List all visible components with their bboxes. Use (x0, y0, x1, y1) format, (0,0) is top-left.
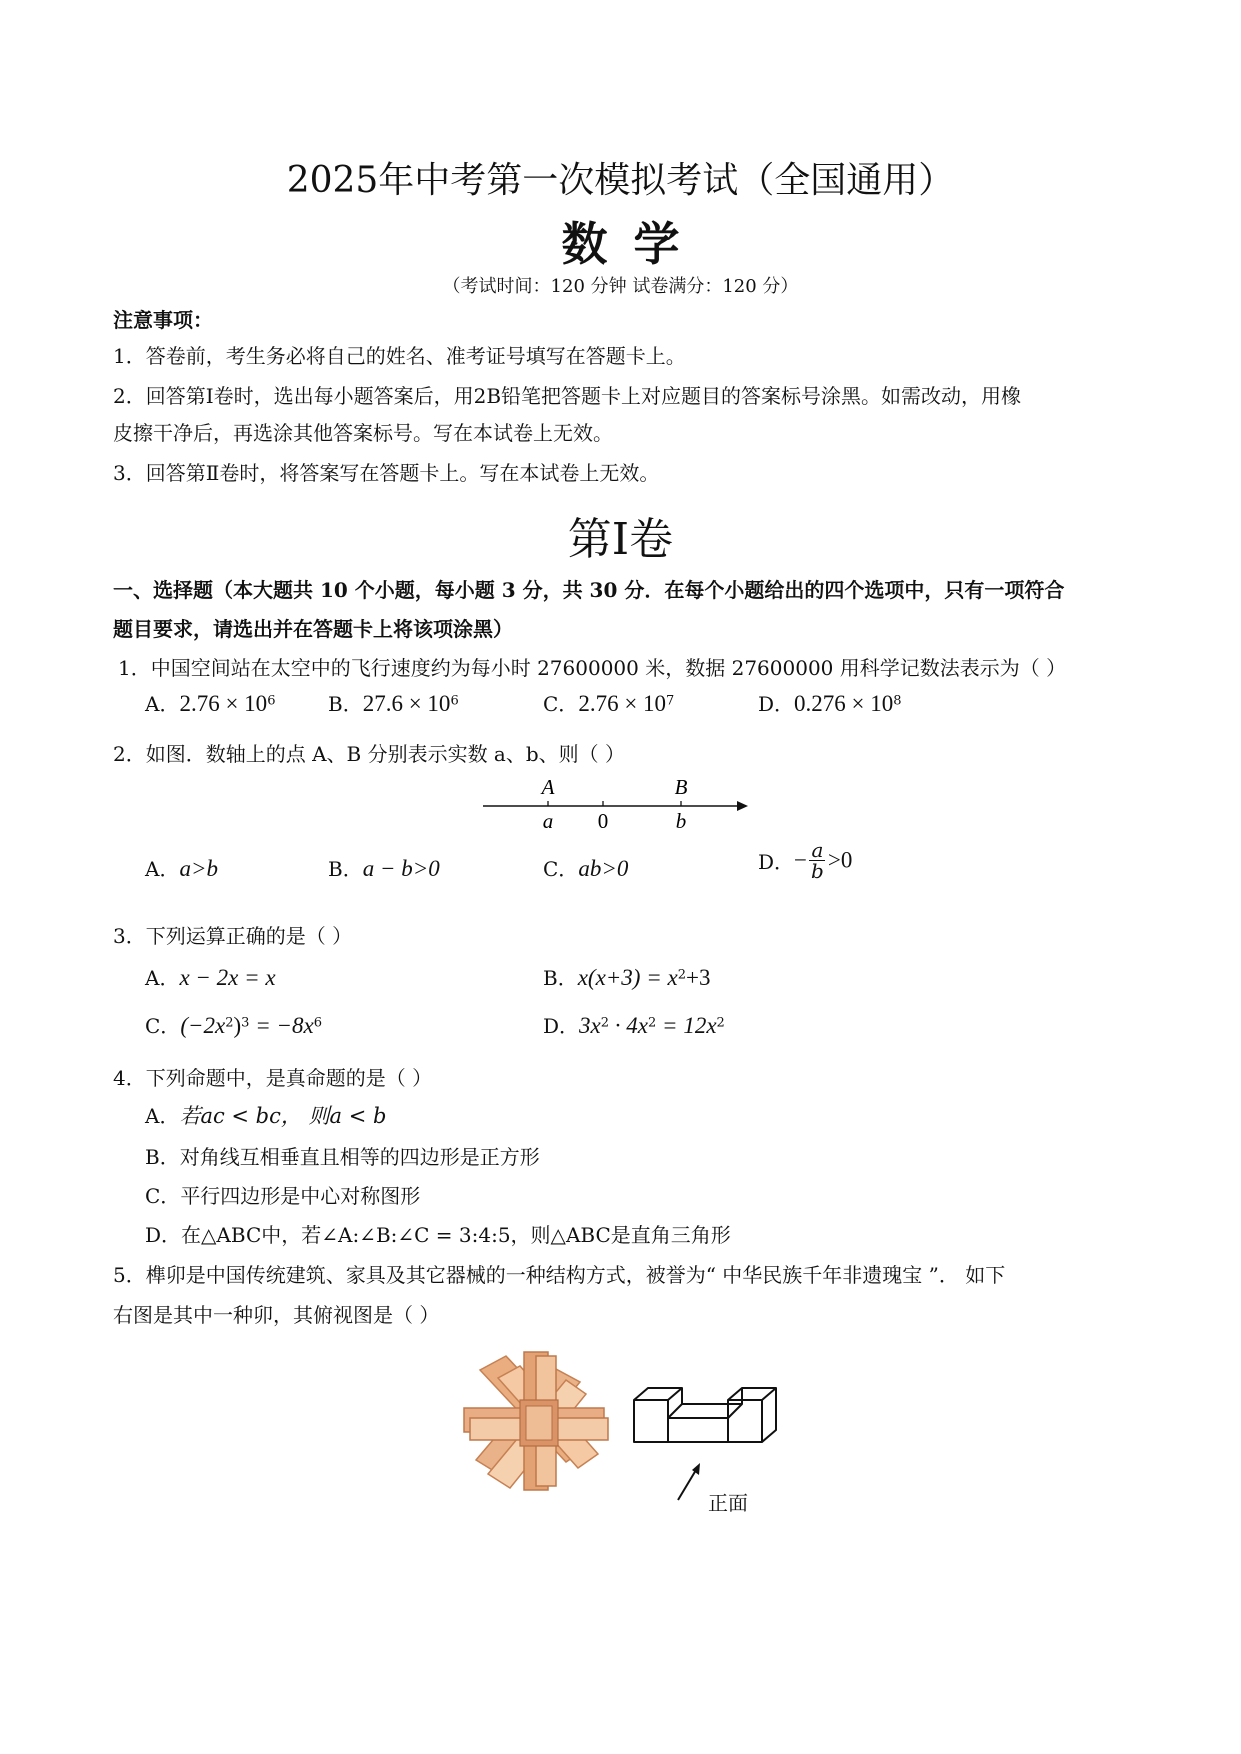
point-label-A: A (541, 775, 555, 799)
exponent: 8 (893, 693, 902, 709)
question-2-stem: 2．如图．数轴上的点 A、B 分别表示实数 a、b、则（ ） (113, 742, 626, 766)
exponent: 6 (267, 693, 276, 709)
option-label: C． (145, 1184, 181, 1208)
exponent: 2 (716, 1015, 725, 1031)
question-1-stem: 1．中国空间站在太空中的飞行速度约为每小时 27600000 米，数据 27600000 用科学记数法表示为（ ） (118, 656, 1067, 680)
q3-option-b (543, 962, 710, 991)
option-math: ab>0 (578, 856, 629, 881)
option-math: · 4x (609, 1013, 649, 1038)
q1-option-d (758, 688, 902, 717)
front-arrow-shaft (678, 1470, 696, 1500)
volume-title: 第Ⅰ卷 (567, 514, 674, 565)
option-label: C． (543, 857, 579, 881)
exponent: 3 (241, 1015, 250, 1031)
note-item: 皮擦干净后，再选涂其他答案标号。写在本试卷上无效。 (113, 421, 613, 445)
option-label: D． (758, 692, 795, 716)
option-math: a − b>0 (362, 856, 440, 881)
q4-option-b (145, 1141, 540, 1170)
fraction-denominator: b (811, 859, 824, 883)
q2-option-d (758, 840, 852, 881)
note-item: 2．回答第Ⅰ卷时，选出每小题答案后，用2B铅笔把答题卡上对应题目的答案标号涂黑。如需改动，用橡 (113, 384, 1022, 408)
q4-option-a (145, 1100, 386, 1130)
option-label: D． (543, 1014, 580, 1038)
value-label-a: a (542, 809, 554, 833)
option-math: >0 (827, 847, 853, 873)
point-label-B: B (674, 775, 688, 799)
option-label: A． (145, 857, 180, 881)
fraction (809, 840, 826, 881)
q3-option-d (543, 1010, 725, 1039)
front-view-label: 正面 (708, 1491, 748, 1515)
subject-title: 数学 (561, 217, 706, 271)
option-label: B． (543, 966, 578, 990)
exam-title: 2025年中考第一次模拟考试（全国通用） (286, 160, 955, 201)
option-text: 在△ABC中，若∠A:∠B:∠C = 3:4:5，则△ABC是直角三角形 (181, 1223, 731, 1247)
section-heading: 题目要求，请选出并在答题卡上将该项涂黑） (113, 617, 513, 641)
fraction-numerator: a (811, 838, 824, 862)
option-math: (−2x (180, 1013, 226, 1038)
q2-option-a (145, 853, 218, 882)
option-text: 平行四边形是中心对称图形 (180, 1184, 421, 1208)
option-text: 若ac < bc， 则a < b (179, 1104, 387, 1128)
option-math: a>b (179, 856, 218, 881)
option-math: ) (233, 1013, 242, 1038)
exponent: 6 (450, 693, 459, 709)
option-label: B． (328, 857, 363, 881)
q3-option-c (145, 1010, 322, 1039)
axis-arrow (737, 801, 748, 811)
option-math: +3 (685, 965, 711, 990)
question-5-stem: 右图是其中一种卯，其俯视图是（ ） (113, 1303, 440, 1327)
wooden-puzzle-image (462, 1350, 610, 1495)
option-math: 27.6 × 10 (362, 691, 451, 716)
option-math: x(x+3) = x (577, 965, 678, 990)
option-label: B． (328, 692, 363, 716)
puzzle-pieces (464, 1352, 608, 1490)
q2-option-c (543, 853, 628, 882)
question-5-stem: 5．榫卯是中国传统建筑、家具及其它器械的一种结构方式，被誉为“ 中华民族千年非遗瑰宝 ”． 如下 (113, 1263, 1006, 1287)
notes-heading: 注意事项： (113, 308, 213, 332)
option-label: C． (145, 1014, 181, 1038)
option-label: D． (145, 1223, 182, 1247)
q1-option-a (145, 688, 275, 717)
option-math: 0.276 × 10 (794, 691, 894, 716)
option-label: A． (145, 1104, 180, 1128)
q4-option-d (145, 1219, 731, 1248)
exponent: 2 (225, 1015, 234, 1031)
mortise-drawing (618, 1360, 796, 1520)
exponent: 6 (313, 1015, 322, 1031)
section-heading: 一、选择题（本大题共 10 个小题，每小题 3 分，共 30 分．在每个小题给出的四个选项中，只有一项符合 (113, 578, 1065, 602)
q3-option-a (145, 962, 276, 991)
option-math: x − 2x = x (179, 965, 276, 990)
option-label: D． (758, 850, 795, 874)
option-math: = −8x (249, 1013, 314, 1038)
exponent: 2 (600, 1015, 610, 1031)
option-math: = 12x (656, 1013, 717, 1038)
value-label-0: 0 (597, 809, 609, 833)
number-line-figure (478, 772, 758, 838)
question-4-stem: 4．下列命题中，是真命题的是（ ） (113, 1066, 433, 1090)
note-item: 1．答卷前，考生务必将自己的姓名、准考证号填写在答题卡上。 (113, 344, 686, 368)
q1-option-b (328, 688, 459, 717)
exponent: 7 (666, 693, 675, 709)
note-item: 3．回答第Ⅱ卷时，将答案写在答题卡上。写在本试卷上无效。 (113, 461, 660, 485)
question-3-stem: 3．下列运算正确的是（ ） (113, 924, 353, 948)
option-label: B． (145, 1145, 180, 1169)
option-math: − (794, 847, 808, 873)
option-label: A． (145, 966, 180, 990)
option-label: C． (543, 692, 579, 716)
exponent: 2 (677, 967, 686, 983)
option-math: 2.76 × 10 (179, 691, 268, 716)
exam-info: （考试时间：120 分钟 试卷满分：120 分） (442, 276, 799, 297)
value-label-b: b (675, 809, 687, 833)
option-math: 3x (579, 1013, 601, 1038)
exponent: 2 (648, 1015, 657, 1031)
option-math: 2.76 × 10 (578, 691, 667, 716)
q4-option-c (145, 1180, 420, 1209)
mortise-outline (634, 1388, 776, 1442)
q2-option-b (328, 853, 440, 882)
option-text: 对角线互相垂直且相等的四边形是正方形 (179, 1145, 540, 1169)
q1-option-c (543, 688, 674, 717)
option-label: A． (145, 692, 180, 716)
